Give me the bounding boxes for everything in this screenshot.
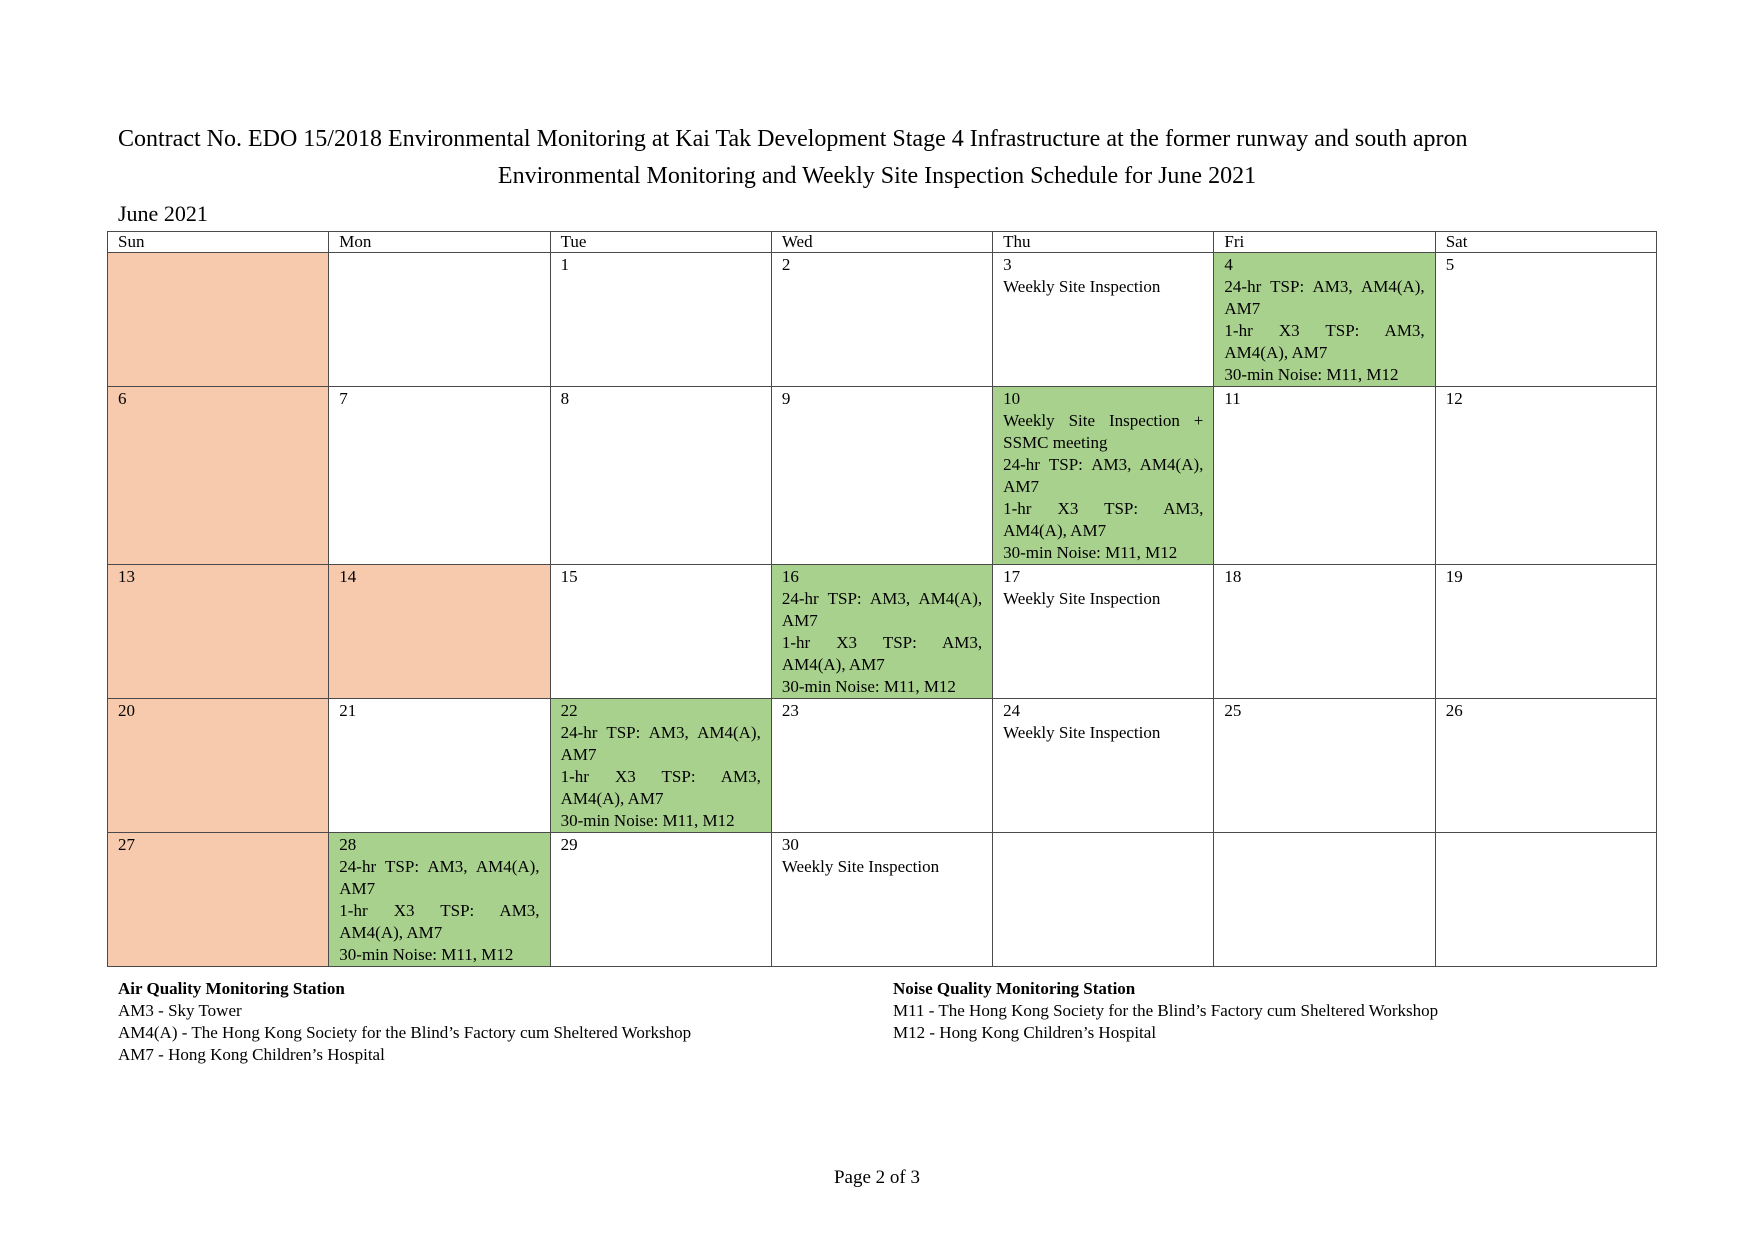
day-cell-15	[550, 565, 771, 699]
day-cell-26	[1435, 699, 1656, 833]
station-name: The Hong Kong Society for the Blind’s Factory cum Sheltered Workshop	[191, 1023, 692, 1042]
day-number: 19	[1445, 567, 1463, 586]
day-number: 4	[1224, 255, 1233, 274]
day-cell-19	[1435, 565, 1656, 699]
calendar-week-row	[108, 565, 1657, 699]
day-cell-10	[993, 387, 1214, 565]
station-name: Hong Kong Children’s Hospital	[939, 1023, 1157, 1042]
day-cell-4	[1214, 253, 1435, 387]
day-number: 29	[560, 835, 578, 854]
weekday-header-tue: Tue	[550, 232, 771, 253]
station-code: M12	[893, 1023, 926, 1042]
empty-day-cell	[329, 253, 550, 387]
weekday-header-wed: Wed	[771, 232, 992, 253]
day-cell-3	[993, 253, 1214, 387]
page-number: Page 2 of 3	[833, 1167, 920, 1188]
weekday-header-fri: Fri	[1214, 232, 1435, 253]
weekday-header-sun: Sun	[108, 232, 329, 253]
schedule-event: Weekly Site Inspection	[1003, 589, 1161, 608]
schedule-event: 30-min Noise: M11, M12	[339, 945, 514, 964]
calendar-week-row	[108, 833, 1657, 967]
schedule-event: 24-hr TSP: AM3, AM4(A), AM7	[339, 857, 540, 898]
weekday-header-row	[108, 232, 1657, 253]
day-cell-25	[1214, 699, 1435, 833]
day-cell-1	[550, 253, 771, 387]
day-number: 18	[1224, 567, 1242, 586]
schedule-subtitle: Environmental Monitoring and Weekly Site Inspection Schedule for June 2021	[497, 163, 1257, 189]
station-code: AM4(A)	[118, 1023, 178, 1042]
day-number: 17	[1003, 567, 1021, 586]
day-cell-20	[108, 699, 329, 833]
noise-quality-legend-items	[893, 1000, 1438, 1044]
day-number: 25	[1224, 701, 1242, 720]
legend-item: AM3 - Sky Tower	[118, 1001, 242, 1020]
day-cell-5	[1435, 253, 1656, 387]
station-name: Hong Kong Children’s Hospital	[168, 1045, 385, 1064]
day-number: 30	[781, 835, 799, 854]
day-cell-13	[108, 565, 329, 699]
schedule-event: 1-hr X3 TSP: AM3, AM4(A), AM7	[1003, 499, 1204, 540]
calendar-week-row	[108, 387, 1657, 565]
day-cell-17	[993, 565, 1214, 699]
schedule-event: 30-min Noise: M11, M12	[781, 677, 956, 696]
calendar-table	[107, 231, 1657, 967]
day-cell-7	[329, 387, 550, 565]
schedule-event: 1-hr X3 TSP: AM3, AM4(A), AM7	[781, 633, 983, 674]
document-title: Contract No. EDO 15/2018 Environmental Monitoring at Kai Tak Development Stage 4 Infrastructure at the former runway and south apron	[118, 126, 1468, 152]
air-quality-legend	[118, 978, 691, 1066]
day-cell-12	[1435, 387, 1656, 565]
schedule-event: Weekly Site Inspection + SSMC meeting	[1003, 411, 1204, 452]
station-code: M11	[893, 1001, 925, 1020]
legend-item: AM4(A) - The Hong Kong Society for the Blind’s Factory cum Sheltered Workshop	[118, 1023, 692, 1042]
day-cell-29	[550, 833, 771, 967]
station-name: Sky Tower	[168, 1001, 242, 1020]
schedule-event: 30-min Noise: M11, M12	[560, 811, 735, 830]
day-number: 1	[560, 255, 570, 274]
noise-quality-legend-heading: Noise Quality Monitoring Station	[893, 979, 1136, 998]
day-number: 14	[339, 567, 357, 586]
day-number: 20	[118, 701, 135, 720]
day-cell-16	[771, 565, 992, 699]
month-label: June 2021	[118, 201, 208, 226]
day-number: 21	[339, 701, 357, 720]
air-quality-legend-items	[118, 1000, 691, 1066]
day-cell-6	[108, 387, 329, 565]
day-cell-18	[1214, 565, 1435, 699]
schedule-event: 24-hr TSP: AM3, AM4(A), AM7	[1003, 455, 1204, 496]
day-cell-27	[108, 833, 329, 967]
day-number: 2	[781, 255, 791, 274]
air-quality-legend-heading: Air Quality Monitoring Station	[118, 979, 345, 998]
day-cell-30	[771, 833, 992, 967]
legend-item: M12 - Hong Kong Children’s Hospital	[893, 1023, 1157, 1042]
day-number: 12	[1445, 389, 1463, 408]
day-number: 28	[339, 835, 357, 854]
schedule-event: 1-hr X3 TSP: AM3, AM4(A), AM7	[1224, 321, 1425, 362]
day-cell-14	[329, 565, 550, 699]
day-number: 3	[1003, 255, 1012, 274]
day-number: 13	[118, 567, 135, 586]
day-number: 11	[1224, 389, 1241, 408]
schedule-event: Weekly Site Inspection	[1003, 723, 1161, 742]
day-cell-24	[993, 699, 1214, 833]
weekday-header-thu: Thu	[993, 232, 1214, 253]
day-number: 24	[1003, 701, 1021, 720]
empty-day-cell	[1214, 833, 1435, 967]
calendar-week-row	[108, 253, 1657, 387]
day-cell-28	[329, 833, 550, 967]
day-number: 5	[1445, 255, 1455, 274]
empty-day-cell	[108, 253, 329, 387]
day-cell-23	[771, 699, 992, 833]
schedule-event: 24-hr TSP: AM3, AM4(A), AM7	[1224, 277, 1425, 318]
weekday-header-sat: Sat	[1435, 232, 1656, 253]
schedule-event: 24-hr TSP: AM3, AM4(A), AM7	[560, 723, 761, 764]
schedule-event: 24-hr TSP: AM3, AM4(A), AM7	[781, 589, 983, 630]
station-code: AM3	[118, 1001, 154, 1020]
day-number: 23	[781, 701, 799, 720]
day-number: 16	[781, 567, 799, 586]
calendar-week-row	[108, 699, 1657, 833]
day-number: 9	[781, 389, 791, 408]
day-cell-9	[771, 387, 992, 565]
day-cell-21	[329, 699, 550, 833]
schedule-event: 30-min Noise: M11, M12	[1003, 543, 1178, 562]
day-cell-8	[550, 387, 771, 565]
day-number: 10	[1003, 389, 1021, 408]
noise-quality-legend	[893, 978, 1438, 1044]
day-cell-22	[550, 699, 771, 833]
legend-item: M11 - The Hong Kong Society for the Blind’s Factory cum Sheltered Workshop	[893, 1001, 1439, 1020]
schedule-event: 1-hr X3 TSP: AM3, AM4(A), AM7	[560, 767, 761, 808]
schedule-event: Weekly Site Inspection	[781, 857, 940, 876]
day-cell-11	[1214, 387, 1435, 565]
empty-day-cell	[1435, 833, 1656, 967]
day-number: 26	[1445, 701, 1463, 720]
schedule-event: 1-hr X3 TSP: AM3, AM4(A), AM7	[339, 901, 540, 942]
station-code: AM7	[118, 1045, 154, 1064]
schedule-event: 30-min Noise: M11, M12	[1224, 365, 1399, 384]
weekday-header-mon: Mon	[329, 232, 550, 253]
legend-item: AM7 - Hong Kong Children’s Hospital	[118, 1045, 385, 1064]
day-number: 8	[560, 389, 570, 408]
day-number: 6	[118, 389, 127, 408]
day-number: 22	[560, 701, 578, 720]
empty-day-cell	[993, 833, 1214, 967]
station-name: The Hong Kong Society for the Blind’s Factory cum Sheltered Workshop	[938, 1001, 1439, 1020]
calendar-body	[108, 253, 1657, 967]
day-cell-2	[771, 253, 992, 387]
day-number: 15	[560, 567, 578, 586]
schedule-event: Weekly Site Inspection	[1003, 277, 1161, 296]
day-number: 27	[118, 835, 135, 854]
day-number: 7	[339, 389, 348, 408]
